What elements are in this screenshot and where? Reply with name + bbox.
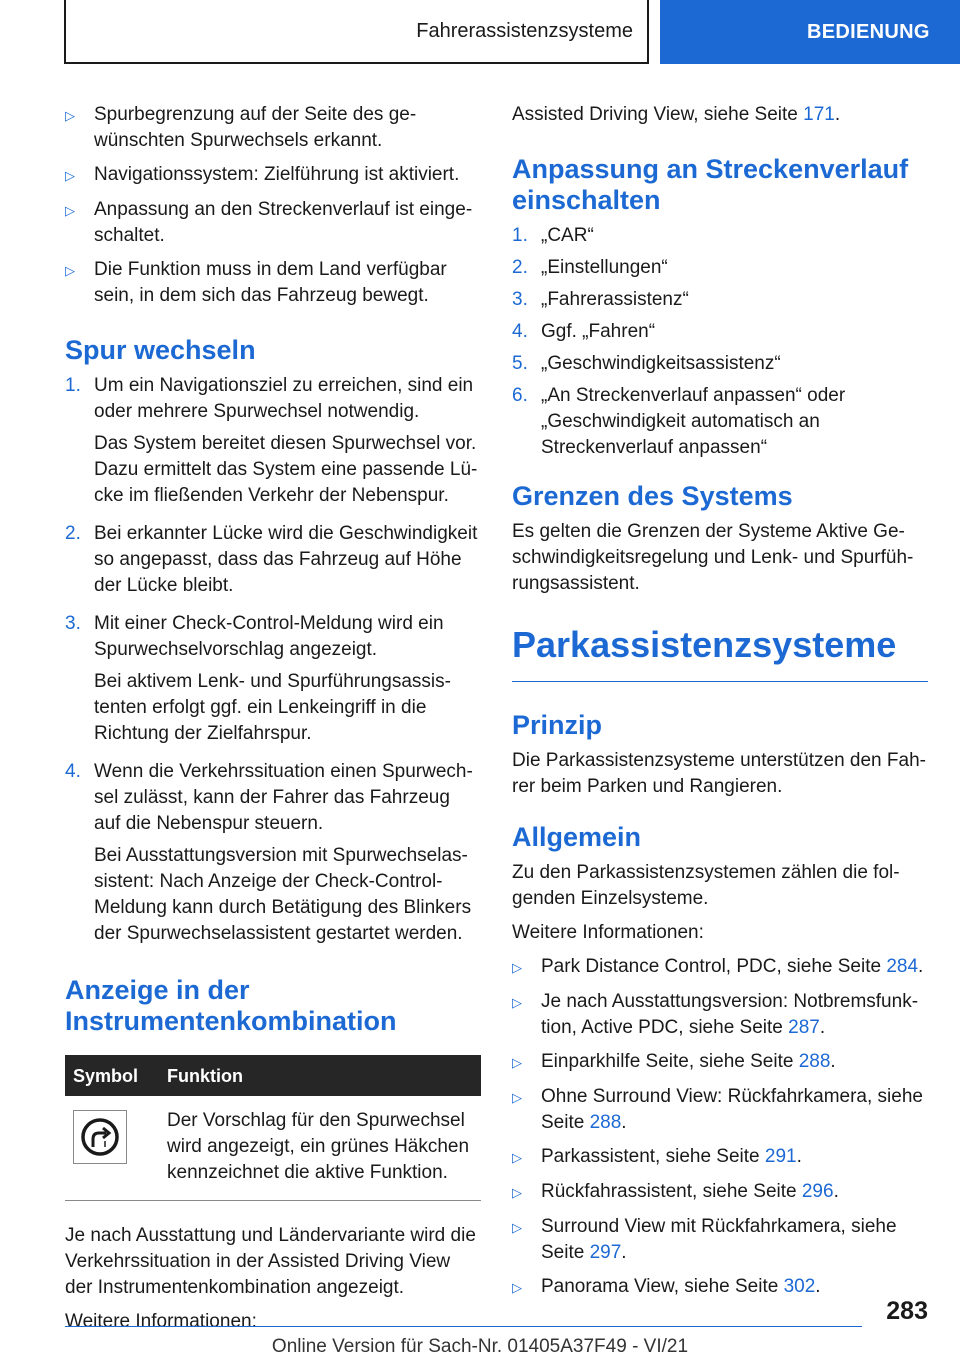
- table-header-function: Funktion: [159, 1055, 481, 1096]
- triangle-bullet-icon: ▷: [65, 168, 75, 183]
- heading-anpassung: Anpassung an Streckenverlauf einschalten: [512, 154, 909, 215]
- triangle-bullet-icon: ▷: [512, 960, 522, 975]
- heading-grenzen: Grenzen des Systems: [512, 481, 793, 511]
- footer-version: Online Version für Sach-Nr. 01405A37F49 - VI/21: [271, 1336, 689, 1357]
- list-item: ▷ Spurbegrenzung auf der Seite des gewünschten Spurwechsels erkannt.: [65, 102, 481, 154]
- symbol-table: [65, 1055, 481, 1201]
- step-item: 2. Bei erkannter Lücke wird die Geschwindigkeit so angepasst, dass das Fahrzeug auf Höhe der Lücke bleibt.: [65, 523, 478, 596]
- header-chapter-title: BEDIENUNG: [807, 21, 930, 43]
- page-link[interactable]: 284: [886, 956, 919, 977]
- step-item: 5. „Geschwindigkeitsassistenz“: [512, 353, 781, 374]
- paragraph: Weitere Informationen:: [512, 922, 704, 943]
- triangle-bullet-icon: ▷: [512, 1220, 522, 1235]
- table-row: [65, 1096, 481, 1201]
- page-link[interactable]: 297: [589, 1242, 622, 1263]
- page-link[interactable]: 288: [589, 1112, 622, 1133]
- step-item: 4. Ggf. „Fahren“: [512, 321, 656, 342]
- paragraph: Es gelten die Grenzen der Systeme Aktive Geschwindigkeitsregelung und Lenk- und Spurführungsassistent.: [512, 521, 914, 594]
- left-column: [65, 102, 481, 1343]
- step-item: 3. Mit einer Check-Control-Meldung wird ein Spurwechselvorschlag angezeigt. Bei aktivem Lenk- und Spurführungsassistenten erfolgt ggf. ein Lenkeingriff in die Richtung der Zielfahrspur.: [65, 613, 451, 744]
- list-item: ▷ Die Funktion muss in dem Land verfügbar sein, in dem sich das Fahrzeug bewegt.: [65, 257, 481, 309]
- paragraph: Assisted Driving View, siehe Seite 171.: [512, 104, 841, 125]
- table-cell-function: Der Vorschlag für den Spurwechsel wird angezeigt, ein grünes Häkchen kennzeichnet die aktive Funktion.: [159, 1096, 481, 1201]
- paragraph: Die Parkassistenzsysteme unterstützen den Fahrer beim Parken und Rangieren.: [512, 750, 926, 797]
- page-link[interactable]: 302: [783, 1276, 816, 1297]
- step-item: 4. Wenn die Verkehrssituation einen Spurwechsel zulässt, kann der Fahrer das Fahrzeug auf die Nebenspur steuern. Bei Ausstattungsversion mit Spurwechselassistent: Nach Anzeige der Check-Control-Meldung kann durch Betätigung des Blinkers der Spurwechselassistent gestartet werden.: [65, 761, 473, 944]
- lane-change-icon: [73, 1110, 127, 1164]
- step-item: 2. „Einstellungen“: [512, 257, 668, 278]
- step-item: 1. „CAR“: [512, 225, 594, 246]
- page-link[interactable]: 288: [798, 1051, 831, 1072]
- triangle-bullet-icon: ▷: [65, 203, 75, 218]
- page-link[interactable]: 296: [801, 1181, 834, 1202]
- triangle-bullet-icon: ▷: [512, 1150, 522, 1165]
- list-item: ▷ Surround View mit Rückfahrkamera, siehe Seite 297.: [512, 1214, 928, 1266]
- list-item: ▷ Einparkhilfe Seite, siehe Seite 288.: [512, 1049, 928, 1076]
- list-item: ▷ Anpassung an den Streckenverlauf ist eingeschaltet.: [65, 197, 481, 249]
- header-section-tab: [64, 0, 649, 64]
- paragraph: Je nach Ausstattung und Ländervariante wird die Verkehrssituation in der Assisted Driving View der Instrumentenkombination angezeigt.: [65, 1225, 476, 1298]
- triangle-bullet-icon: ▷: [512, 1280, 522, 1295]
- list-item: ▷ Je nach Ausstattungsversion: Notbremsfunktion, Active PDC, siehe Seite 287.: [512, 989, 928, 1041]
- heading-parkassistenzsysteme: Parkassistenzsysteme: [512, 623, 928, 682]
- header-chapter-tab: [660, 0, 960, 64]
- list-item: ▷ Rückfahrassistent, siehe Seite 296.: [512, 1179, 928, 1206]
- list-item: ▷ Navigationssystem: Zielführung ist aktiviert.: [65, 162, 481, 189]
- heading-spur-wechseln: Spur wechseln: [65, 335, 256, 365]
- triangle-bullet-icon: ▷: [512, 1090, 522, 1105]
- page-number: 283: [886, 1297, 928, 1325]
- step-item: 1. Um ein Navigationsziel zu erreichen, sind ein oder mehrere Spurwechsel notwendig. Das System bereitet diesen Spurwechsel vor. Dazu ermittelt das System eine passende Lücke im fließenden Verkehr der Nebenspur.: [65, 375, 478, 506]
- step-item: 6. „An Streckenverlauf anpassen“ oder „Geschwindigkeit automatisch an Streckenverlauf anpassen“: [512, 385, 846, 458]
- footer-divider: [65, 1326, 862, 1327]
- triangle-bullet-icon: ▷: [512, 1185, 522, 1200]
- page-link[interactable]: 171: [803, 104, 835, 125]
- triangle-bullet-icon: ▷: [65, 108, 75, 123]
- paragraph: Zu den Parkassistenzsystemen zählen die folgenden Einzelsysteme.: [512, 862, 900, 909]
- triangle-bullet-icon: ▷: [512, 1055, 522, 1070]
- list-item: ▷ Panorama View, siehe Seite 302.: [512, 1274, 928, 1301]
- page-link[interactable]: 287: [788, 1017, 820, 1038]
- list-item: ▷ Park Distance Control, PDC, siehe Seite 284.: [512, 954, 928, 981]
- triangle-bullet-icon: ▷: [65, 263, 75, 278]
- paragraph: Weitere Informationen:: [65, 1311, 257, 1332]
- right-column: [512, 102, 928, 1309]
- triangle-bullet-icon: ▷: [512, 995, 522, 1010]
- step-item: 3. „Fahrerassistenz“: [512, 289, 689, 310]
- page-link[interactable]: 291: [764, 1146, 797, 1167]
- heading-allgemein: Allgemein: [512, 822, 642, 852]
- list-item: ▷ Ohne Surround View: Rückfahrkamera, siehe Seite 288.: [512, 1084, 928, 1136]
- heading-prinzip: Prinzip: [512, 710, 603, 740]
- list-item: ▷ Parkassistent, siehe Seite 291.: [512, 1144, 928, 1171]
- table-header-symbol: Symbol: [65, 1055, 159, 1096]
- heading-anzeige: Anzeige in der Instrumentenkombination: [65, 975, 397, 1036]
- header-section-title: Fahrerassistenzsysteme: [416, 20, 633, 42]
